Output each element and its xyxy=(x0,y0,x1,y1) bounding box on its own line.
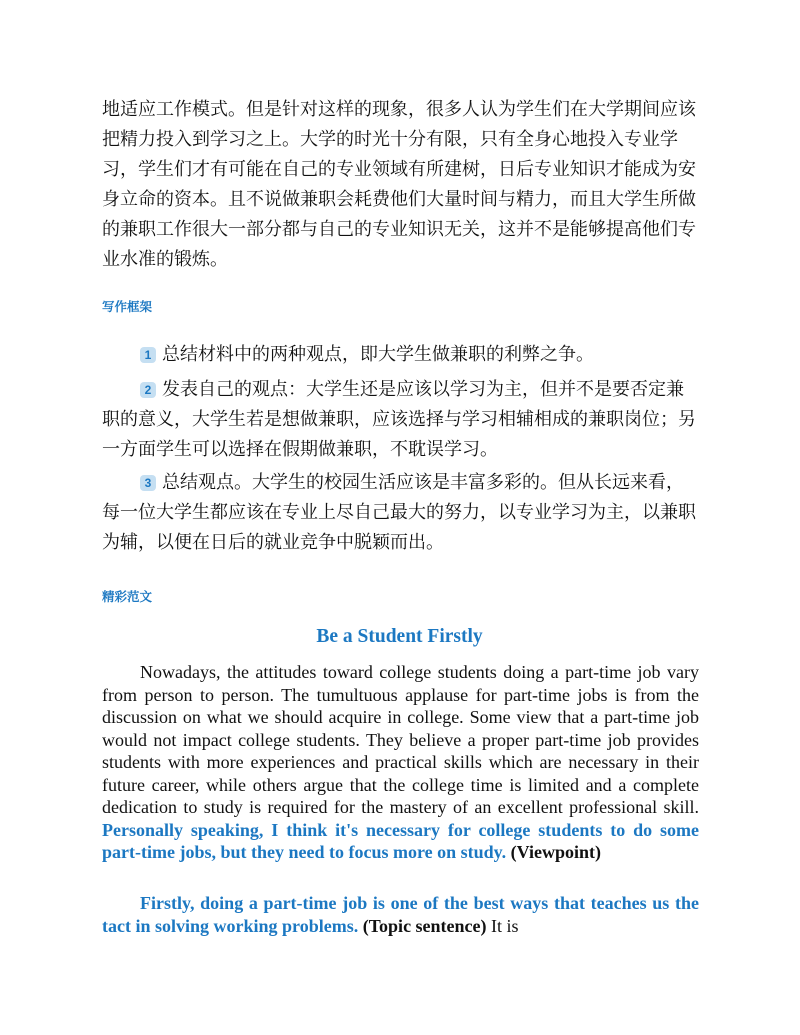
framework-heading: 写作框架 xyxy=(102,299,153,314)
framework-item-2 xyxy=(102,375,700,465)
viewpoint-highlight: Personally speaking, I think it's necessary for college students to do some part-time jobs, but they need to focus more on study. xyxy=(102,819,699,862)
intro-paragraph: 地适应工作模式。但是针对这样的现象，很多人认为学生们在大学期间应该把精力投入到学习之上。大学的时光十分有限，只有全身心地投入专业学习，学生们才有可能在自己的专业领域有所建树，日后专业知识才能成为安身立命的资本。且不说做兼职会耗费他们大量时间与精力，而且大学生所做的兼职工作很大一部分都与自己的专业知识无关，这并不是能够提高他们专业水准的锻炼。 xyxy=(102,99,696,270)
number-badge-1: 1 xyxy=(140,347,156,363)
sample-heading: 精彩范文 xyxy=(102,589,153,604)
topic-sentence-tag: (Topic sentence) xyxy=(362,915,487,936)
essay-paragraph-2 xyxy=(102,892,699,937)
framework-item-3-text: 总结观点。大学生的校园生活应该是丰富多彩的。但从长远来看，每一位大学生都应该在专业上尽自己最大的努力，以专业学习为主，以兼职为辅，以便在日后的就业竞争中脱颖而出。 xyxy=(102,472,696,553)
number-badge-2: 2 xyxy=(140,382,156,398)
topic-sentence-highlight: Firstly, doing a part-time job is one of the best ways that teaches us the tact in solving working problems. xyxy=(102,893,699,936)
framework-item-1 xyxy=(102,340,700,370)
number-badge-3: 3 xyxy=(140,475,156,491)
essay-paragraph-1-text: Nowadays, the attitudes toward college students doing a part-time job vary from person to person. The tumultuous applause for part-time jobs is from the discussion on what we should acquire in college. Some view that a part-time job would not impact college students. They believe a proper part-time job provides students with more experiences and practical skills which are necessary in their future career, while others argue that the college time is limited and a complete dedication to study is required for the mastery of an excellent professional skill. xyxy=(102,662,699,817)
framework-item-2-text: 发表自己的观点：大学生还是应该以学习为主，但并不是要否定兼职的意义，大学生若是想做兼职，应该选择与学习相辅相成的兼职岗位；另一方面学生可以选择在假期做兼职，不耽误学习。 xyxy=(102,379,696,460)
essay-paragraph-1 xyxy=(102,661,699,864)
framework-item-1-text: 总结材料中的两种观点，即大学生做兼职的利弊之争。 xyxy=(162,344,594,365)
viewpoint-tag: (Viewpoint) xyxy=(510,842,601,862)
framework-item-3 xyxy=(102,468,700,558)
essay-title: Be a Student Firstly xyxy=(316,626,483,647)
essay-paragraph-2-text: It is xyxy=(491,915,519,936)
